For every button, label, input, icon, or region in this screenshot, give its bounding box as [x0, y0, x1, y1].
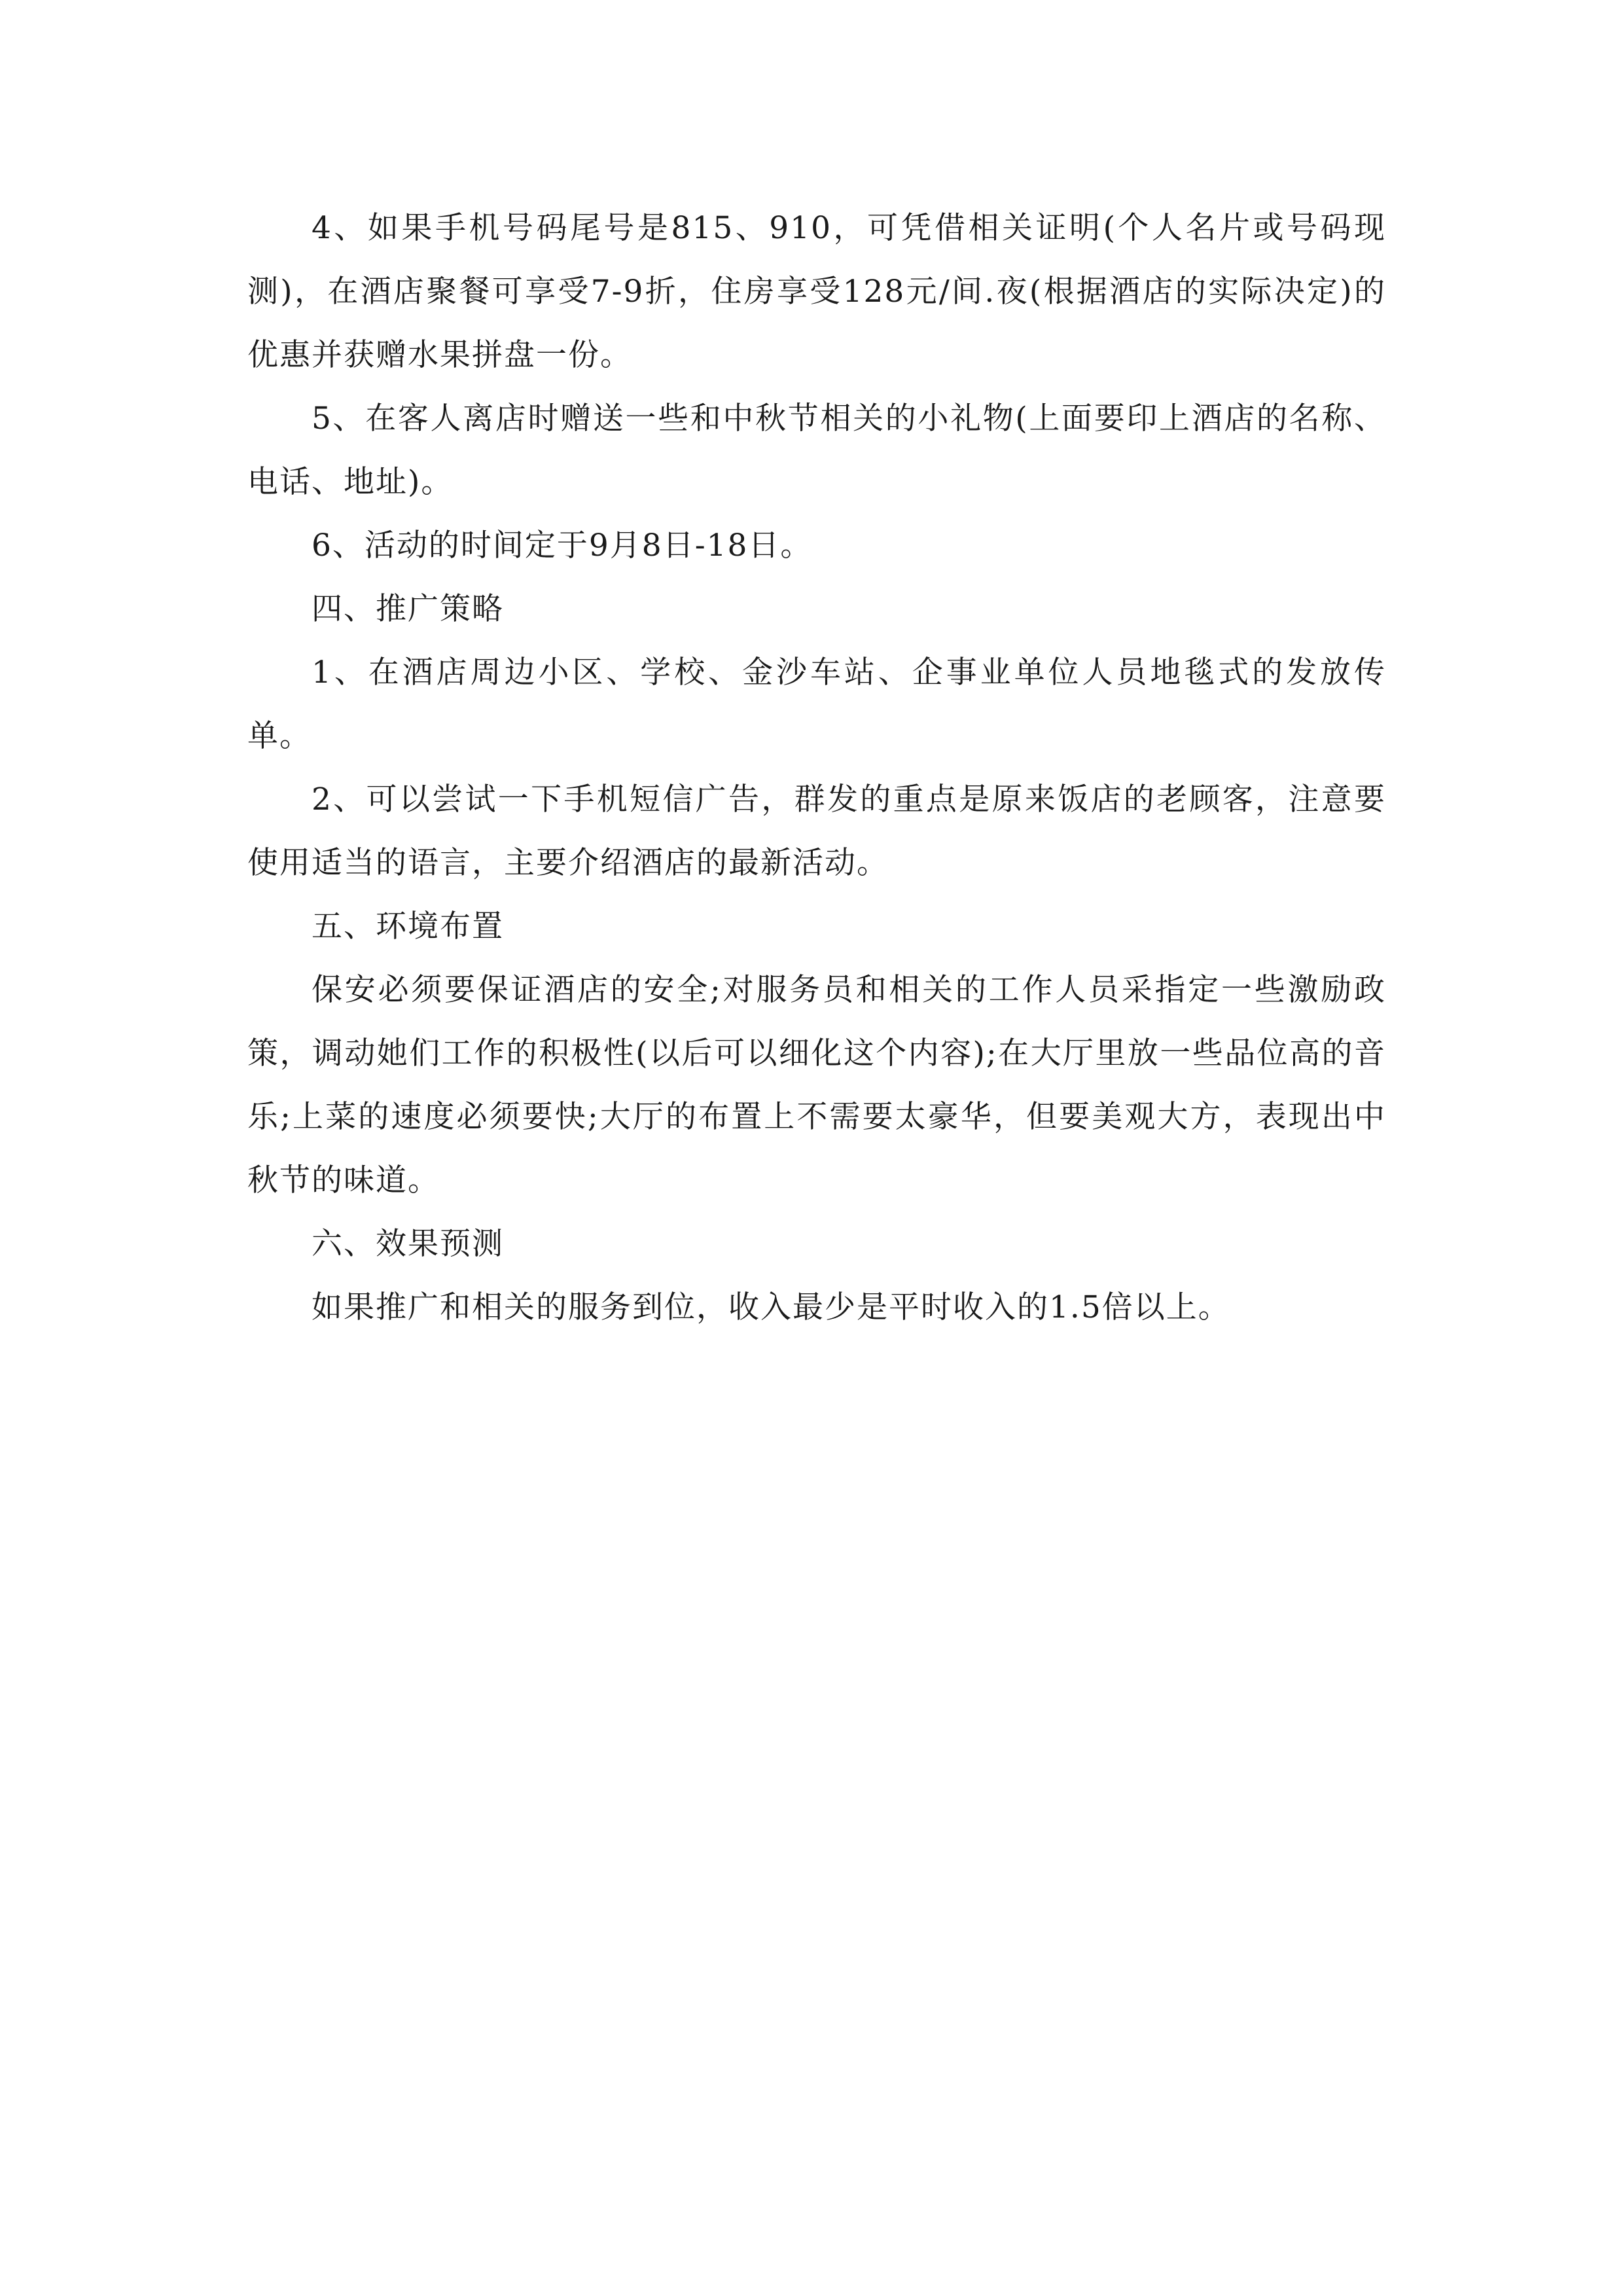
- paragraph-environment-details: 保安必须要保证酒店的安全;对服务员和相关的工作人员采指定一些激励政策，调动她们工作的积极性(以后可以细化这个内容);在大厅里放一些品位高的音乐;上菜的速度必须要快;大厅的布置上不需要太豪华，但要美观大方，表现出中秋节的味道。: [247, 972, 1386, 1198]
- heading-promotion-strategy: 四、推广策略: [312, 591, 504, 627]
- paragraph-sms-ads: 2、可以尝试一下手机短信广告，群发的重点是原来饭店的老顾客，注意要使用适当的语言，主要介绍酒店的最新活动。: [247, 781, 1386, 881]
- paragraph-offer-phone-tail: 4、如果手机号码尾号是815、910，可凭借相关证明(个人名片或号码现测)，在酒店聚餐可享受7-9折，住房享受128元/间.夜(根据酒店的实际决定)的优惠并获赠水果拼盘一份。: [247, 210, 1386, 373]
- paragraph-flyers: 1、在酒店周边小区、学校、金沙车站、企事业单位人员地毯式的发放传单。: [247, 655, 1386, 754]
- heading-environment-setup: 五、环境布置: [312, 908, 504, 944]
- heading-effect-forecast: 六、效果预测: [312, 1226, 504, 1262]
- document-body: [247, 196, 1386, 1339]
- paragraph-activity-time: 6、活动的时间定于9月8日-18日。: [312, 528, 813, 564]
- paragraph-gift-on-departure: 5、在客人离店时赠送一些和中秋节相关的小礼物(上面要印上酒店的名称、电话、地址)。: [247, 401, 1386, 500]
- paragraph-forecast: 如果推广和相关的服务到位，收入最少是平时收入的1.5倍以上。: [312, 1289, 1230, 1325]
